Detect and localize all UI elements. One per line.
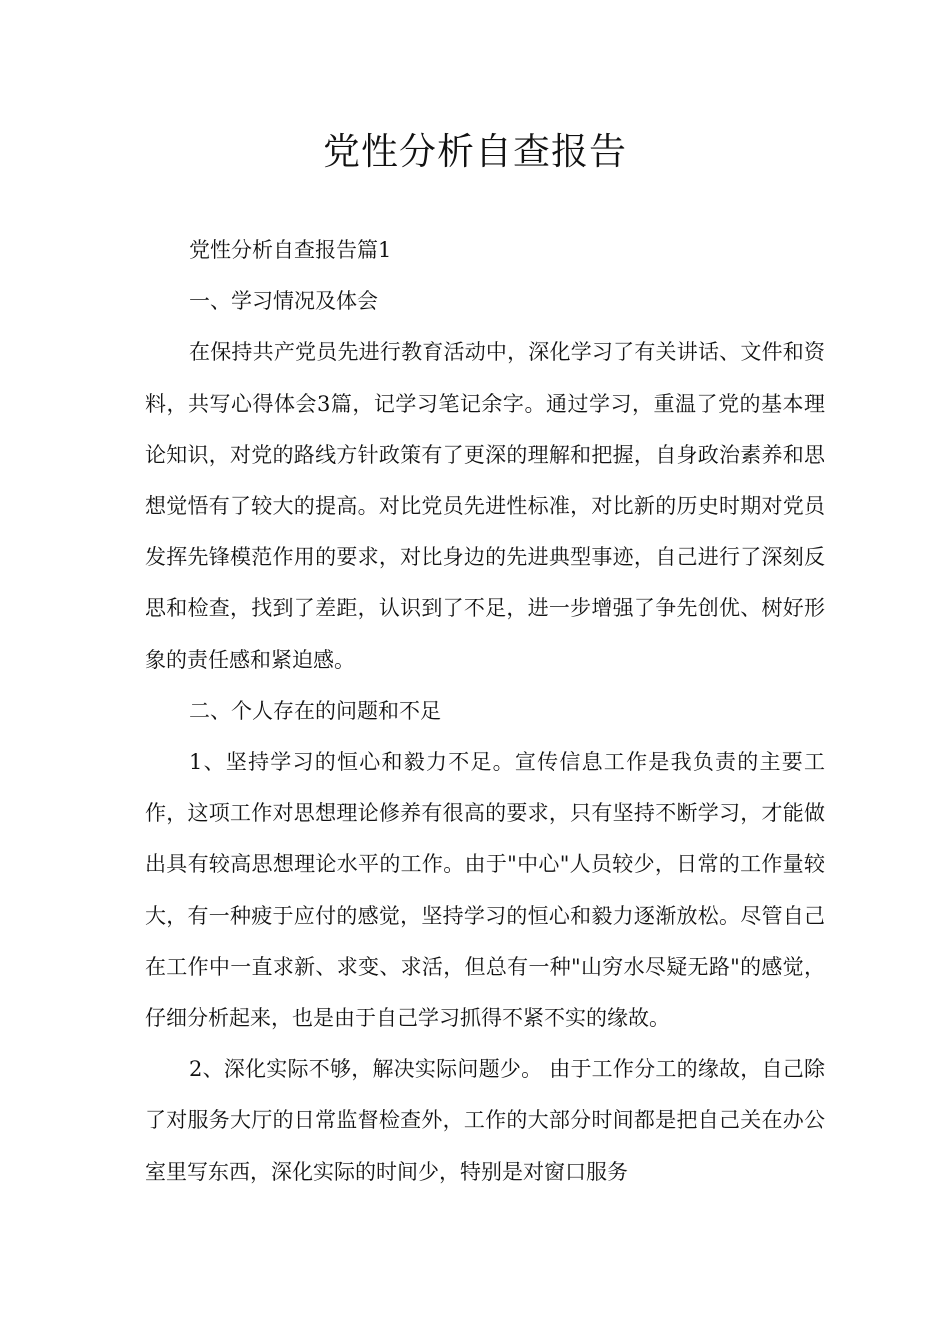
- section-heading: 党性分析自查报告篇1: [189, 238, 392, 262]
- body-paragraph: 1、坚持学习的恒心和毅力不足。宣传信息工作是我负责的主要工作，这项工作对思想理论修养有很高的要求，只有坚持不断学习，才能做出具有较高思想理论水平的工作。由于"中心"人员较少，日常的工作量较大，有一种疲于应付的感觉，坚持学习的恒心和毅力逐渐放松。尽管自己在工作中一直求新、求变、求活，但总有一种"山穷水尽疑无路"的感觉，仔细分析起来，也是由于自己学习抓得不紧不实的缘故。: [145, 750, 825, 1031]
- document-body: [145, 225, 825, 1198]
- document-title: 党性分析自查报告: [323, 130, 627, 173]
- subsection-heading: 一、学习情况及体会: [189, 289, 378, 314]
- subsection-heading: 二、个人存在的问题和不足: [189, 698, 441, 723]
- body-paragraph: 2、深化实际不够，解决实际问题少。 由于工作分工的缘故，自己除了对服务大厅的日常监督检查外，工作的大部分时间都是把自己关在办公室里写东西，深化实际的时间少，特别是对窗口服务: [145, 1057, 825, 1184]
- body-paragraph: 在保持共产党员先进行教育活动中，深化学习了有关讲话、文件和资料，共写心得体会3篇，记学习笔记余字。通过学习，重温了党的基本理论知识，对党的路线方针政策有了更深的理解和把握，自身政治素养和思想觉悟有了较大的提高。对比党员先进性标准，对比新的历史时期对党员发挥先锋模范作用的要求，对比身边的先进典型事迹，自己进行了深刻反思和检查，找到了差距，认识到了不足，进一步增强了争先创优、树好形象的责任感和紧迫感。: [145, 340, 825, 672]
